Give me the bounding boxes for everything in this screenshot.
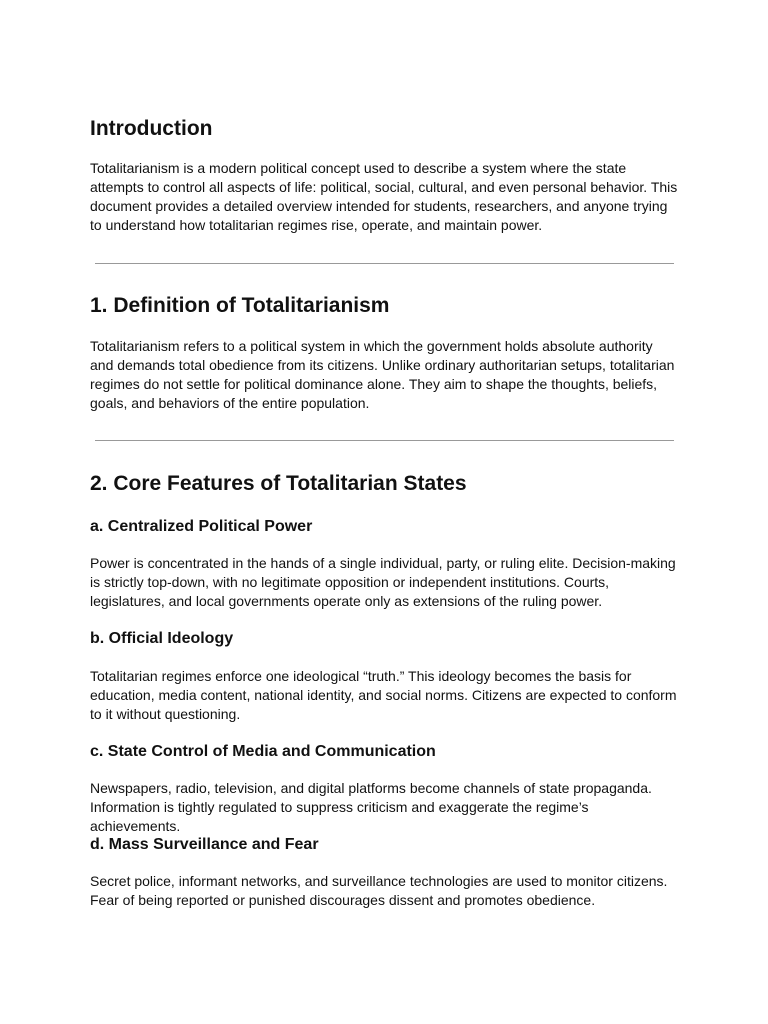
- feature-heading-centralized-power: a. Centralized Political Power: [90, 518, 313, 535]
- introduction-paragraph: Totalitarianism is a modern political concept used to describe a system where the state attempts to control all aspects of life: political, social, cultural, and even personal behavior. This document provides a detailed overview intended for students, researchers, and anyone trying to understand how totalitarian regimes rise, operate, and maintain power.: [90, 160, 678, 233]
- introduction-heading: Introduction: [90, 117, 213, 140]
- feature-heading-official-ideology: b. Official Ideology: [90, 630, 234, 647]
- feature-heading-media-control: c. State Control of Media and Communication: [90, 743, 436, 760]
- section-divider: [95, 263, 674, 264]
- feature-paragraph-centralized-power: Power is concentrated in the hands of a single individual, party, or ruling elite. Decision-making is strictly top-down, with no legitimate opposition or independent institutions. Courts, legislatures, and local governments operate only as extensions of the ruling power.: [90, 555, 676, 609]
- feature-paragraph-official-ideology: Totalitarian regimes enforce one ideological “truth.” This ideology becomes the basis for education, media content, national identity, and social norms. Citizens are expected to conform to it without questioning.: [90, 668, 677, 722]
- features-heading: 2. Core Features of Totalitarian States: [90, 472, 467, 495]
- definition-heading: 1. Definition of Totalitarianism: [90, 294, 390, 317]
- feature-paragraph-mass-surveillance: Secret police, informant networks, and surveillance technologies are used to monitor citizens. Fear of being reported or punished discourages dissent and promotes obedience.: [90, 873, 668, 908]
- definition-paragraph: Totalitarianism refers to a political system in which the government holds absolute authority and demands total obedience from its citizens. Unlike ordinary authoritarian setups, totalitarian regimes do not settle for political dominance alone. They aim to shape the thoughts, beliefs, goals, and behaviors of the entire population.: [90, 338, 675, 411]
- feature-paragraph-media-control: Newspapers, radio, television, and digital platforms become channels of state propaganda. Information is tightly regulated to suppress criticism and exaggerate the regime’s achievements.: [90, 780, 652, 834]
- section-divider: [95, 440, 674, 441]
- feature-heading-mass-surveillance: d. Mass Surveillance and Fear: [90, 836, 319, 853]
